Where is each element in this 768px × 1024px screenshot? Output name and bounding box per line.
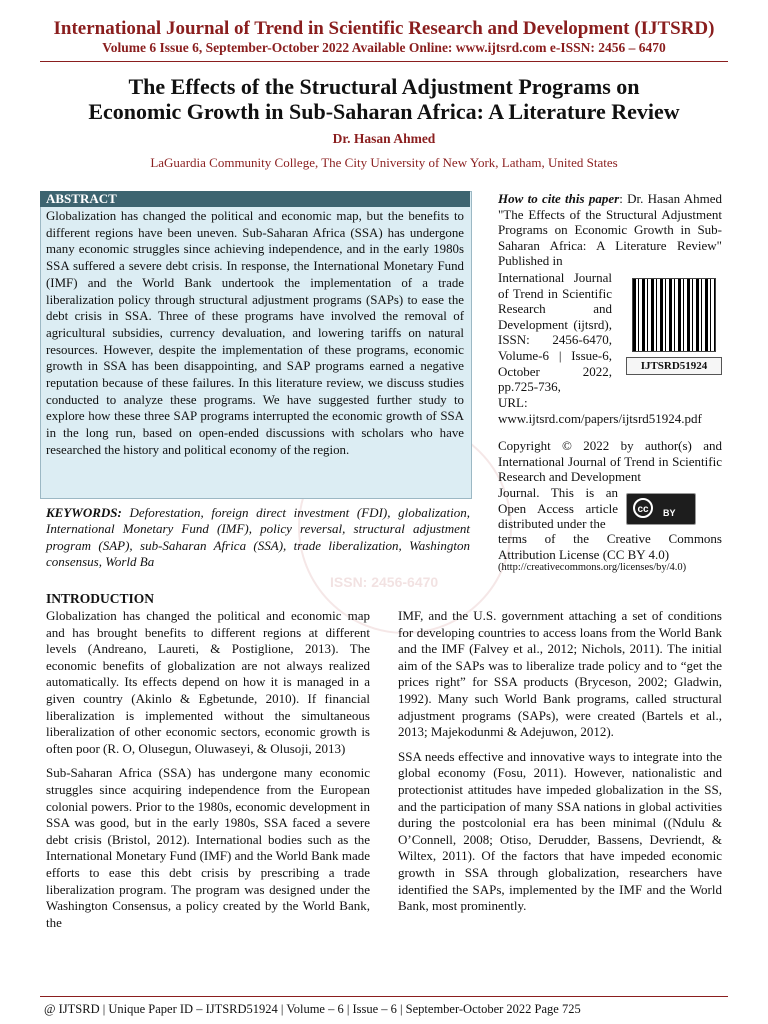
introduction-right-column — [398, 608, 722, 923]
page-footer: @ IJTSRD | Unique Paper ID – IJTSRD51924 | Volume – 6 | Issue – 6 | September-October 2022 Page 725 — [44, 1002, 581, 1016]
citation-intro — [498, 191, 722, 269]
intro-paragraph-2: Sub-Saharan Africa (SSA) has undergone many economic struggles since acquiring independence from the European colonial powers. Prior to the 1980s, economic development in SSA was good, but in the early 1980s, SSA faced a severe debt crisis (Bristol, 2012). International bodies such as the International Monetary Fund (IMF) and the World Bank made efforts to ease this debt crisis by prescribing a trade liberalization program. The program was designed under the Washington Consensus, a policy created by the World Bank, the — [46, 765, 370, 930]
cc-by-license-icon[interactable] — [626, 493, 696, 525]
keywords — [46, 505, 470, 571]
license-url[interactable]: (http://creativecommons.org/licenses/by/4.0) — [498, 562, 687, 573]
header-rule — [40, 61, 728, 62]
citation-details: International Journal of Trend in Scientific Research and Development (ijtsrd), ISSN: 2456-6470, Volume-6 | Issue-6, October 2022, pp.725-736, — [498, 270, 612, 395]
open-access-text: Journal. This is an Open Access article distributed under the — [498, 485, 618, 532]
citation-intro-text: : Dr. Hasan Ahmed "The Effects of the Structural Adjustment Programs on Economic Growth in Sub-Saharan Africa: A Literature Review" Published in — [498, 191, 723, 269]
intro-paragraph-4: SSA needs effective and innovative ways to integrate into the global economy (Fosu, 2011). However, nationalistic and protectionist attitudes have impeded globalization in the SS, and the participation of many SSA nations in global activities during the postcolonial era has been minimal ((Ndulu & O’Connell, 2008; Otiso, Derudder, Bassens, Devriendt, & Wiltex, 2011). Of the factors that have impeded economic growth in SSA through globalization, researchers have identified the SAPs, implemented by the IMF and the World Bank, most prominently. — [398, 748, 722, 914]
journal-title: International Journal of Trend in Scientific Research and Development (IJTSRD) — [53, 18, 715, 39]
copyright-text: Copyright © 2022 by author(s) and International Journal of Trend in Scientific Research and Development — [498, 438, 722, 485]
keywords-text: Deforestation, foreign direct investment (FDI), globalization, International Monetary Fund (IMF), policy reversal, structural adjustment program (SAP), sub-Saharan Africa (SSA), trade liberalization, Washington consensus, World Ba — [46, 505, 470, 570]
abstract-text: Globalization has changed the political and economic map, but the benefits to different regions have been uneven. Sub-Saharan Africa (SSA) has undergone many economic struggles since achieving independence, and in the early 1980s SSA suffered a severe debt crisis. In response, the International Monetary Fund (IMF) and the World Bank undertook the implementation of a trade liberalization policy through structural adjustment programs (SAPs) to ease the debt crisis in SSA. Three of these programs have involved the removal of agricultural subsidies, currency devaluation, and lowering tariffs on natural resources. However, despite the implementation of these programs, economic growth in SSA has been disappointing, and SAP programs earned a negative reputation because of these failures. In this literature review, we discuss studies conducted to analyze these programs. We have suggested further study to explore how these three SAP programs interrupted the economic growth of SSA in the long run, based on open-ended discussions with scholars who have researched the history and political economy of the region. — [46, 209, 464, 457]
citation-url[interactable]: URL: www.ijtsrd.com/papers/ijtsrd51924.pdf — [498, 395, 702, 426]
intro-paragraph-1: Globalization has changed the political and economic map and has brought benefits to different regions at different levels (Andreano, Laureti, & Postiglione, 2013). The economic benefits of globalization are not always realized automatically. Its effects depend on how it is managed in a given country (Akinlo & Egbetunde, 2010). If financial liberalization is implemented without the simultaneous liberalization of other economic sectors, economic growth is often poor (R. O, Olusegun, Oluwaseyi, & Olusoji, 2013) — [46, 608, 370, 756]
footer-rule — [40, 996, 728, 997]
introduction-left-column — [46, 608, 370, 939]
abstract-heading: ABSTRACT — [40, 191, 470, 207]
journal-volume-line: Volume 6 Issue 6, September-October 2022 Available Online: www.ijtsrd.com e-ISSN: 2456 – 6470 — [102, 40, 666, 55]
paper-title-line-2: Economic Growth in Sub-Saharan Africa: A Literature Review — [88, 99, 680, 124]
introduction-heading: INTRODUCTION — [46, 591, 155, 606]
by-icon: BY — [663, 508, 676, 518]
watermark-issn: ISSN: 2456-6470 — [330, 574, 439, 590]
author-affiliation: LaGuardia Community College, The City University of New York, Latham, United States — [150, 155, 618, 170]
paper-title — [40, 74, 728, 124]
qr-paper-id: IJTSRD51924 — [626, 357, 722, 375]
keywords-label: KEYWORDS: — [46, 505, 122, 520]
intro-paragraph-3: IMF, and the U.S. government attaching a set of conditions for developing countries to access loans from the World Bank and the IMF (Falvey et al., 2012; Nichols, 2011). The initial aim of the SAPs was to liberalize trade policy and to “get the prices right” for SSA products (Bryceson, 2002; Gladwin, 1992). Many such World Bank programs, called structural adjustment programs (SAPs), were created (Bartels et al., 2013; Majekodunmi & Adejuwon, 2012). — [398, 608, 722, 740]
paper-title-line-1: The Effects of the Structural Adjustment Programs on — [128, 74, 640, 99]
author-name: Dr. Hasan Ahmed — [332, 131, 436, 146]
license-terms-text: terms of the Creative Commons Attribution License (CC BY 4.0) — [498, 531, 722, 562]
citation-label: How to cite this paper — [498, 191, 620, 206]
qr-code-icon[interactable] — [632, 278, 716, 352]
cc-icon: cc — [633, 498, 653, 518]
